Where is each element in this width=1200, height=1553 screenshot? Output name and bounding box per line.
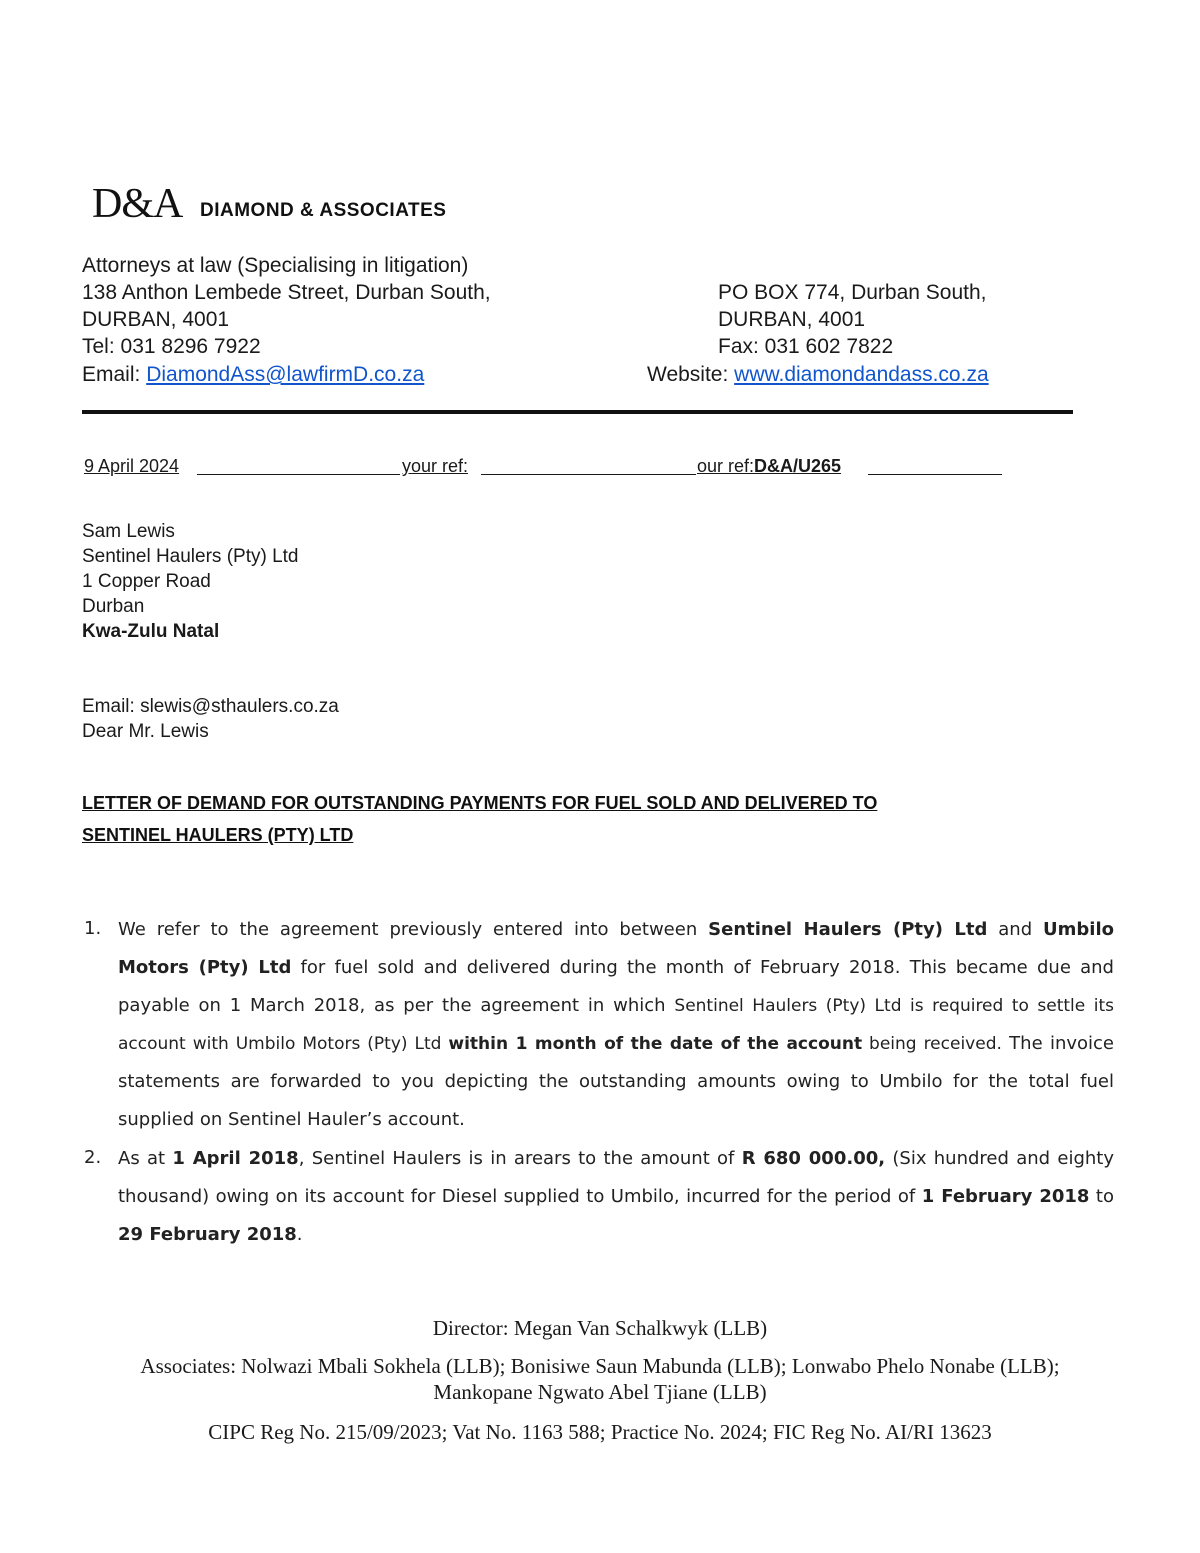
paragraph-2-number: 2. [84,1147,102,1168]
recipient-company: Sentinel Haulers (Pty) Ltd [82,546,299,567]
fax: Fax: 031 602 7822 [718,335,894,358]
firm-tagline: Attorneys at law (Specialising in litigation) [82,254,469,277]
p1-party-2: Umbilo Motors (Pty) Ltd [118,919,1114,978]
firm-name: DIAMOND & ASSOCIATES [200,200,447,221]
our-ref-value: D&A/U265 [754,456,842,476]
p1-text-5: being received. [862,1034,1002,1054]
p2-text-5: . [296,1224,303,1245]
recipient-city: Durban [82,596,145,617]
p2-text-4: to [1089,1186,1115,1207]
po-box-line2: DURBAN, 4001 [718,308,866,331]
footer-associates-line1: Associates: Nolwazi Mbali Sokhela (LLB); Bonisiwe Saun Mabunda (LLB); Lonwabo Phelo Nonabe (LLB); [140,1354,1060,1378]
p2-date: 1 April 2018 [172,1148,299,1169]
p1-text-3: for fuel sold and delivered during the month of February 2018. This became due and payable on 1 March 2018, as per the agreement in which [118,957,1114,1016]
p1-term: within 1 month of the date of the account [448,1034,863,1054]
our-ref-underline [868,474,1002,475]
telephone: Tel: 031 8296 7922 [82,335,261,358]
email-label: Email: [82,363,147,386]
p1-party-1: Sentinel Haulers (Pty) Ltd [708,919,988,940]
email-line [82,362,424,388]
paragraph-1 [118,911,1114,1139]
letter-subject [82,787,877,851]
p2-text-1: As at [118,1148,173,1169]
date-underline [197,474,400,475]
our-ref-label: our ref: [697,456,755,476]
paragraph-2 [118,1140,1114,1254]
letter-date: 9 April 2024 [84,456,180,476]
recipient-street: 1 Copper Road [82,571,211,592]
p2-amount: R 680 000.00, [741,1148,886,1169]
subject-line1: LETTER OF DEMAND FOR OUTSTANDING PAYMENTS FOR FUEL SOLD AND DELIVERED TO [82,793,878,813]
p1-text-4: Sentinel Haulers (Pty) Ltd is required to settle its account with Umbilo Motors (Pty) Ltd [118,996,1114,1054]
street-address-line1: 138 Anthon Lembede Street, Durban South, [82,281,491,304]
subject-line2: SENTINEL HAULERS (PTY) LTD [82,825,354,845]
footer-registration: CIPC Reg No. 215/09/2023; Vat No. 1163 588; Practice No. 2024; FIC Reg No. AI/RI 13623 [208,1420,992,1444]
salutation: Dear Mr. Lewis [82,721,209,742]
website-link[interactable]: www.diamondandass.co.za [734,363,989,386]
our-ref [697,456,841,477]
p2-period-end: 29 February 2018 [118,1224,297,1245]
p1-text-2: and [987,919,1044,940]
recipient-province: Kwa-Zulu Natal [82,621,220,642]
website-line [647,362,989,388]
email-link[interactable]: DiamondAss@lawfirmD.co.za [146,363,425,386]
your-ref-blank [481,474,696,475]
po-box-line1: PO BOX 774, Durban South, [718,281,987,304]
street-address-line2: DURBAN, 4001 [82,308,230,331]
your-ref-label: your ref: [402,456,469,476]
firm-logo-mark: D&A [92,181,183,227]
recipient-name: Sam Lewis [82,521,175,542]
p1-text-6: The invoice statements are forwarded to you depicting the outstanding amounts owing to Umbilo for the total fuel supplied on Sentinel Hauler’s account. [118,1033,1114,1130]
paragraph-1-number: 1. [84,918,102,939]
footer-director: Director: Megan Van Schalkwyk (LLB) [432,1316,768,1340]
website-label: Website: [647,363,735,386]
p2-period-start: 1 February 2018 [921,1186,1090,1207]
p2-text-3: (Six hundred and eighty thousand) owing on its account for Diesel supplied to Umbilo, incurred for the period of [118,1148,1114,1207]
footer-associates-line2: Mankopane Ngwato Abel Tjiane (LLB) [433,1380,767,1404]
p1-text-1: We refer to the agreement previously entered into between [118,919,709,940]
letterhead-divider [82,410,1073,414]
recipient-email: Email: slewis@sthaulers.co.za [82,696,339,717]
p2-text-2: , Sentinel Haulers is in arears to the amount of [298,1148,742,1169]
